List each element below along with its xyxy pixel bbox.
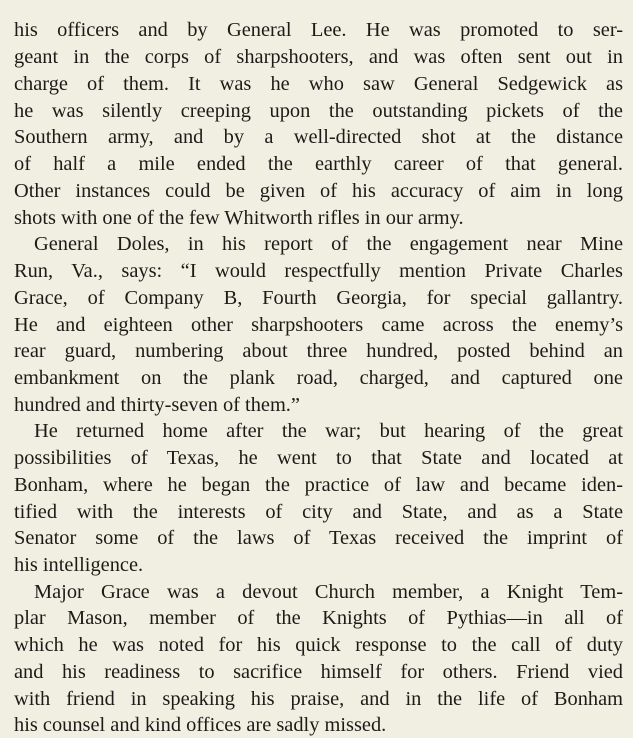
text-line: Run, Va., says: “I would respectfully mention Private Charles (14, 260, 623, 282)
text-line: his officers and by General Lee. He was promoted to ser- (14, 19, 623, 41)
text-line: with friend in speaking his praise, and in the life of Bonham (14, 688, 623, 710)
text-line: which he was noted for his quick response to the call of duty (14, 634, 623, 656)
text-line: rear guard, numbering about three hundred, posted behind an (14, 340, 623, 362)
text-line: General Doles, in his report of the engagement near Mine (34, 233, 623, 255)
text-line: Senator some of the laws of Texas received the imprint of (14, 527, 623, 549)
text-line: shots with one of the few Whitworth rifles in our army. (14, 207, 464, 229)
text-line: charge of them. It was he who saw General Sedgewick as (14, 73, 623, 95)
text-line: He returned home after the war; but hearing of the great (34, 420, 623, 442)
text-line: his intelligence. (14, 554, 144, 576)
text-line: plar Mason, member of the Knights of Pythias—in all of (14, 607, 623, 629)
text-line: Bonham, where he began the practice of law and became iden- (14, 474, 623, 496)
text-line: Major Grace was a devout Church member, a Knight Tem- (34, 581, 623, 603)
text-line: geant in the corps of sharpshooters, and was often sent out in (14, 46, 623, 68)
text-line: Southern army, and by a well-directed shot at the distance (14, 126, 623, 148)
text-line: and his readiness to sacrifice himself for others. Friend vied (14, 661, 623, 683)
text-line: He and eighteen other sharpshooters came across the enemy’s (14, 314, 623, 336)
text-line: tified with the interests of city and State, and as a State (14, 501, 623, 523)
text-line: possibilities of Texas, he went to that State and located at (14, 447, 623, 469)
text-line: hundred and thirty-seven of them.” (14, 394, 300, 416)
text-line: Other instances could be given of his accuracy of aim in long (14, 180, 623, 202)
text-line: he was silently creeping upon the outstanding pickets of the (14, 100, 623, 122)
text-line: Grace, of Company B, Fourth Georgia, for special gallantry. (14, 287, 623, 309)
text-line: embankment on the plank road, charged, and captured one (14, 367, 623, 389)
text-line: of half a mile ended the earthly career of that general. (14, 153, 623, 175)
text-line: his counsel and kind offices are sadly missed. (14, 714, 387, 736)
